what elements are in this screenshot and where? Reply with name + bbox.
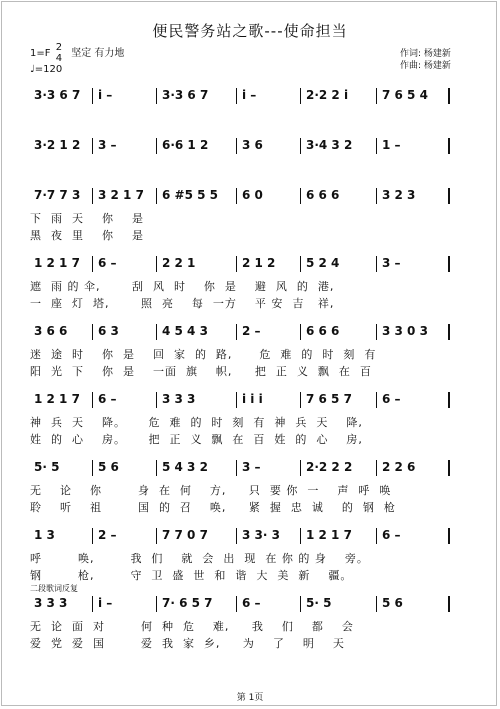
measure-notes: 3 3 0 3 xyxy=(382,324,428,338)
measure-notes: 3·2 1 2 xyxy=(34,138,81,152)
bar-line xyxy=(92,528,93,544)
measure-notes: 6 – xyxy=(98,256,117,270)
measure-notes: 6 6 6 xyxy=(306,188,340,202)
bar-line xyxy=(376,596,377,612)
lyrics-block: 神 兵 天 降。 危 难 的 时 刻 有 神 兵 天 降, 姓 的 心 房。 把 正 义 飘 在 百 姓 的 心 房, xyxy=(30,416,363,446)
measure-notes: 2 2 6 xyxy=(382,460,416,474)
measure-notes: 1 2 1 7 xyxy=(306,528,352,542)
measure-notes: 7·7 7 3 xyxy=(34,188,81,202)
bar-line xyxy=(376,88,377,104)
bar-line xyxy=(156,324,157,340)
measure-notes: 3 – xyxy=(98,138,117,152)
measure-notes: 3 – xyxy=(242,460,261,474)
measure-notes: i – xyxy=(242,88,257,102)
lyrics-block: 迷 途 时 你 是 回 家 的 路, 危 难 的 时 刻 有 阳 光 下 你 是 一面 旗 帜, 把 正 义 飘 在 百 xyxy=(30,348,377,378)
measure-notes: 7 6 5 4 xyxy=(382,88,428,102)
measure-notes: 3 – xyxy=(382,256,401,270)
measure-notes: 6 – xyxy=(98,392,117,406)
score-row xyxy=(30,592,470,616)
measure-notes: 2 – xyxy=(98,528,117,542)
measure-notes: 3 2 3 xyxy=(382,188,416,202)
score-row xyxy=(30,524,470,548)
measure-notes: 4 5 4 3 xyxy=(162,324,208,338)
score-row xyxy=(30,184,470,208)
measure-notes: 6 – xyxy=(382,528,401,542)
measure-notes: 2·2 2 2 xyxy=(306,460,353,474)
measure-notes: 5 4 3 2 xyxy=(162,460,208,474)
measure-notes: 7· 6 5 7 xyxy=(162,596,213,610)
measure-notes: 2·2 2 i xyxy=(306,88,349,102)
bar-line xyxy=(448,460,450,476)
measure-notes: 3 2 1 7 xyxy=(98,188,144,202)
bar-line xyxy=(376,392,377,408)
bar-line xyxy=(92,392,93,408)
time-top: 2 xyxy=(55,42,63,53)
lyrics-block: 呼 唤, 我 们 就 会 出 现 在 你 的 身 旁。 钢 枪, 守 卫 盛 世 和 谐 大 美 新 疆。 xyxy=(30,552,369,582)
bar-line xyxy=(300,138,301,154)
bar-line xyxy=(156,88,157,104)
score-row xyxy=(30,388,470,412)
bar-line xyxy=(448,596,450,612)
bar-line xyxy=(236,256,237,272)
score-row xyxy=(30,84,470,108)
measure-notes: 1 3 xyxy=(34,528,55,542)
measure-notes: 5· 5 xyxy=(306,596,332,610)
lyrics-block: 遮 雨 的 伞, 刮 风 时 你 是 避 风 的 港, 一 座 灯 塔, 照 亮 每 一方 平 安 吉 祥, xyxy=(30,280,335,310)
measure-notes: 6 – xyxy=(242,596,261,610)
bar-line xyxy=(236,596,237,612)
measure-notes: 3·3 6 7 xyxy=(34,88,81,102)
bar-line xyxy=(448,324,450,340)
bar-line xyxy=(92,324,93,340)
score-row xyxy=(30,320,470,344)
bar-line xyxy=(92,138,93,154)
measure-notes: 6 0 xyxy=(242,188,263,202)
bar-line xyxy=(448,528,450,544)
bar-line xyxy=(156,138,157,154)
measure-notes: 6 6 6 xyxy=(306,324,340,338)
bar-line xyxy=(92,460,93,476)
measure-notes: 2 2 1 xyxy=(162,256,196,270)
measure-notes: 5 6 xyxy=(382,596,403,610)
measure-notes: 1 2 1 7 xyxy=(34,392,80,406)
bar-line xyxy=(236,460,237,476)
bar-line xyxy=(300,596,301,612)
measure-notes: 3·3 6 7 xyxy=(162,88,209,102)
bar-line xyxy=(448,88,450,104)
bar-line xyxy=(236,528,237,544)
measure-notes: 2 – xyxy=(242,324,261,338)
composer-credit: 作曲: 杨建新 xyxy=(400,61,451,71)
bar-line xyxy=(300,188,301,204)
measure-notes: 6 #5 5 5 xyxy=(162,188,218,202)
bar-line xyxy=(448,188,450,204)
key-label: 1=F xyxy=(30,48,51,59)
bar-line xyxy=(92,256,93,272)
tempo-mark: ♩=120 xyxy=(30,64,63,75)
measure-notes: 7 6 5 7 xyxy=(306,392,352,406)
measure-notes: 5 6 xyxy=(98,460,119,474)
page-number: 第 1页 xyxy=(236,693,264,703)
bar-line xyxy=(156,392,157,408)
measure-notes: 6·6 1 2 xyxy=(162,138,209,152)
lyricist-credit: 作词: 杨建新 xyxy=(400,49,451,59)
measure-notes: i i i xyxy=(242,392,263,406)
measure-notes: i – xyxy=(98,88,113,102)
bar-line xyxy=(300,392,301,408)
bar-line xyxy=(156,256,157,272)
measure-notes: 6 3 xyxy=(98,324,119,338)
measure-notes: 3 3· 3 xyxy=(242,528,280,542)
measure-notes: 2 1 2 xyxy=(242,256,276,270)
bar-line xyxy=(300,460,301,476)
bar-line xyxy=(376,528,377,544)
bar-line xyxy=(300,528,301,544)
bar-line xyxy=(156,188,157,204)
repeat-note: 二段歌词反复 xyxy=(30,584,78,593)
bar-line xyxy=(156,596,157,612)
bar-line xyxy=(236,188,237,204)
bar-line xyxy=(376,256,377,272)
bar-line xyxy=(236,324,237,340)
bar-line xyxy=(448,256,450,272)
score-row xyxy=(30,456,470,480)
measure-notes: 1 – xyxy=(382,138,401,152)
key-signature xyxy=(30,42,124,75)
measure-notes: 3 3 3 xyxy=(34,596,68,610)
bar-line xyxy=(300,324,301,340)
measure-notes: 3 6 6 xyxy=(34,324,68,338)
measure-notes: 3 3 3 xyxy=(162,392,196,406)
bar-line xyxy=(300,256,301,272)
score-row xyxy=(30,134,470,158)
bar-line xyxy=(92,596,93,612)
song-title: 便民警务站之歌---使命担当 xyxy=(152,22,348,40)
bar-line xyxy=(448,138,450,154)
bar-line xyxy=(376,460,377,476)
lyrics-block: 无 论 面 对 何 种 危 难, 我 们 都 会 爱 党 爱 国 爱 我 家 乡, 为 了 明 天 xyxy=(30,620,354,650)
measure-notes: 3 6 xyxy=(242,138,263,152)
bar-line xyxy=(236,138,237,154)
measure-notes: 7 7 0 7 xyxy=(162,528,208,542)
bar-line xyxy=(156,528,157,544)
bar-line xyxy=(156,460,157,476)
bar-line xyxy=(92,88,93,104)
bar-line xyxy=(236,392,237,408)
bar-line xyxy=(236,88,237,104)
expression-mark: 坚定 有力地 xyxy=(71,48,125,59)
measure-notes: 5 2 4 xyxy=(306,256,340,270)
measure-notes: 5· 5 xyxy=(34,460,60,474)
measure-notes: 1 2 1 7 xyxy=(34,256,80,270)
bar-line xyxy=(448,392,450,408)
bar-line xyxy=(300,88,301,104)
measure-notes: 3·4 3 2 xyxy=(306,138,353,152)
measure-notes: i – xyxy=(98,596,113,610)
score-row xyxy=(30,252,470,276)
bar-line xyxy=(92,188,93,204)
bar-line xyxy=(376,188,377,204)
lyrics-block: 无 论 你 身 在 何 方, 只 要 你 一 声 呼 唤 聆 听 祖 国 的 召 唤, 紧 握 忠 诚 的 钢 枪 xyxy=(30,484,396,514)
lyrics-block: 下 雨 天 你 是 黑 夜 里 你 是 xyxy=(30,212,144,242)
bar-line xyxy=(376,324,377,340)
measure-notes: 6 – xyxy=(382,392,401,406)
bar-line xyxy=(376,138,377,154)
time-bottom: 4 xyxy=(55,53,63,64)
